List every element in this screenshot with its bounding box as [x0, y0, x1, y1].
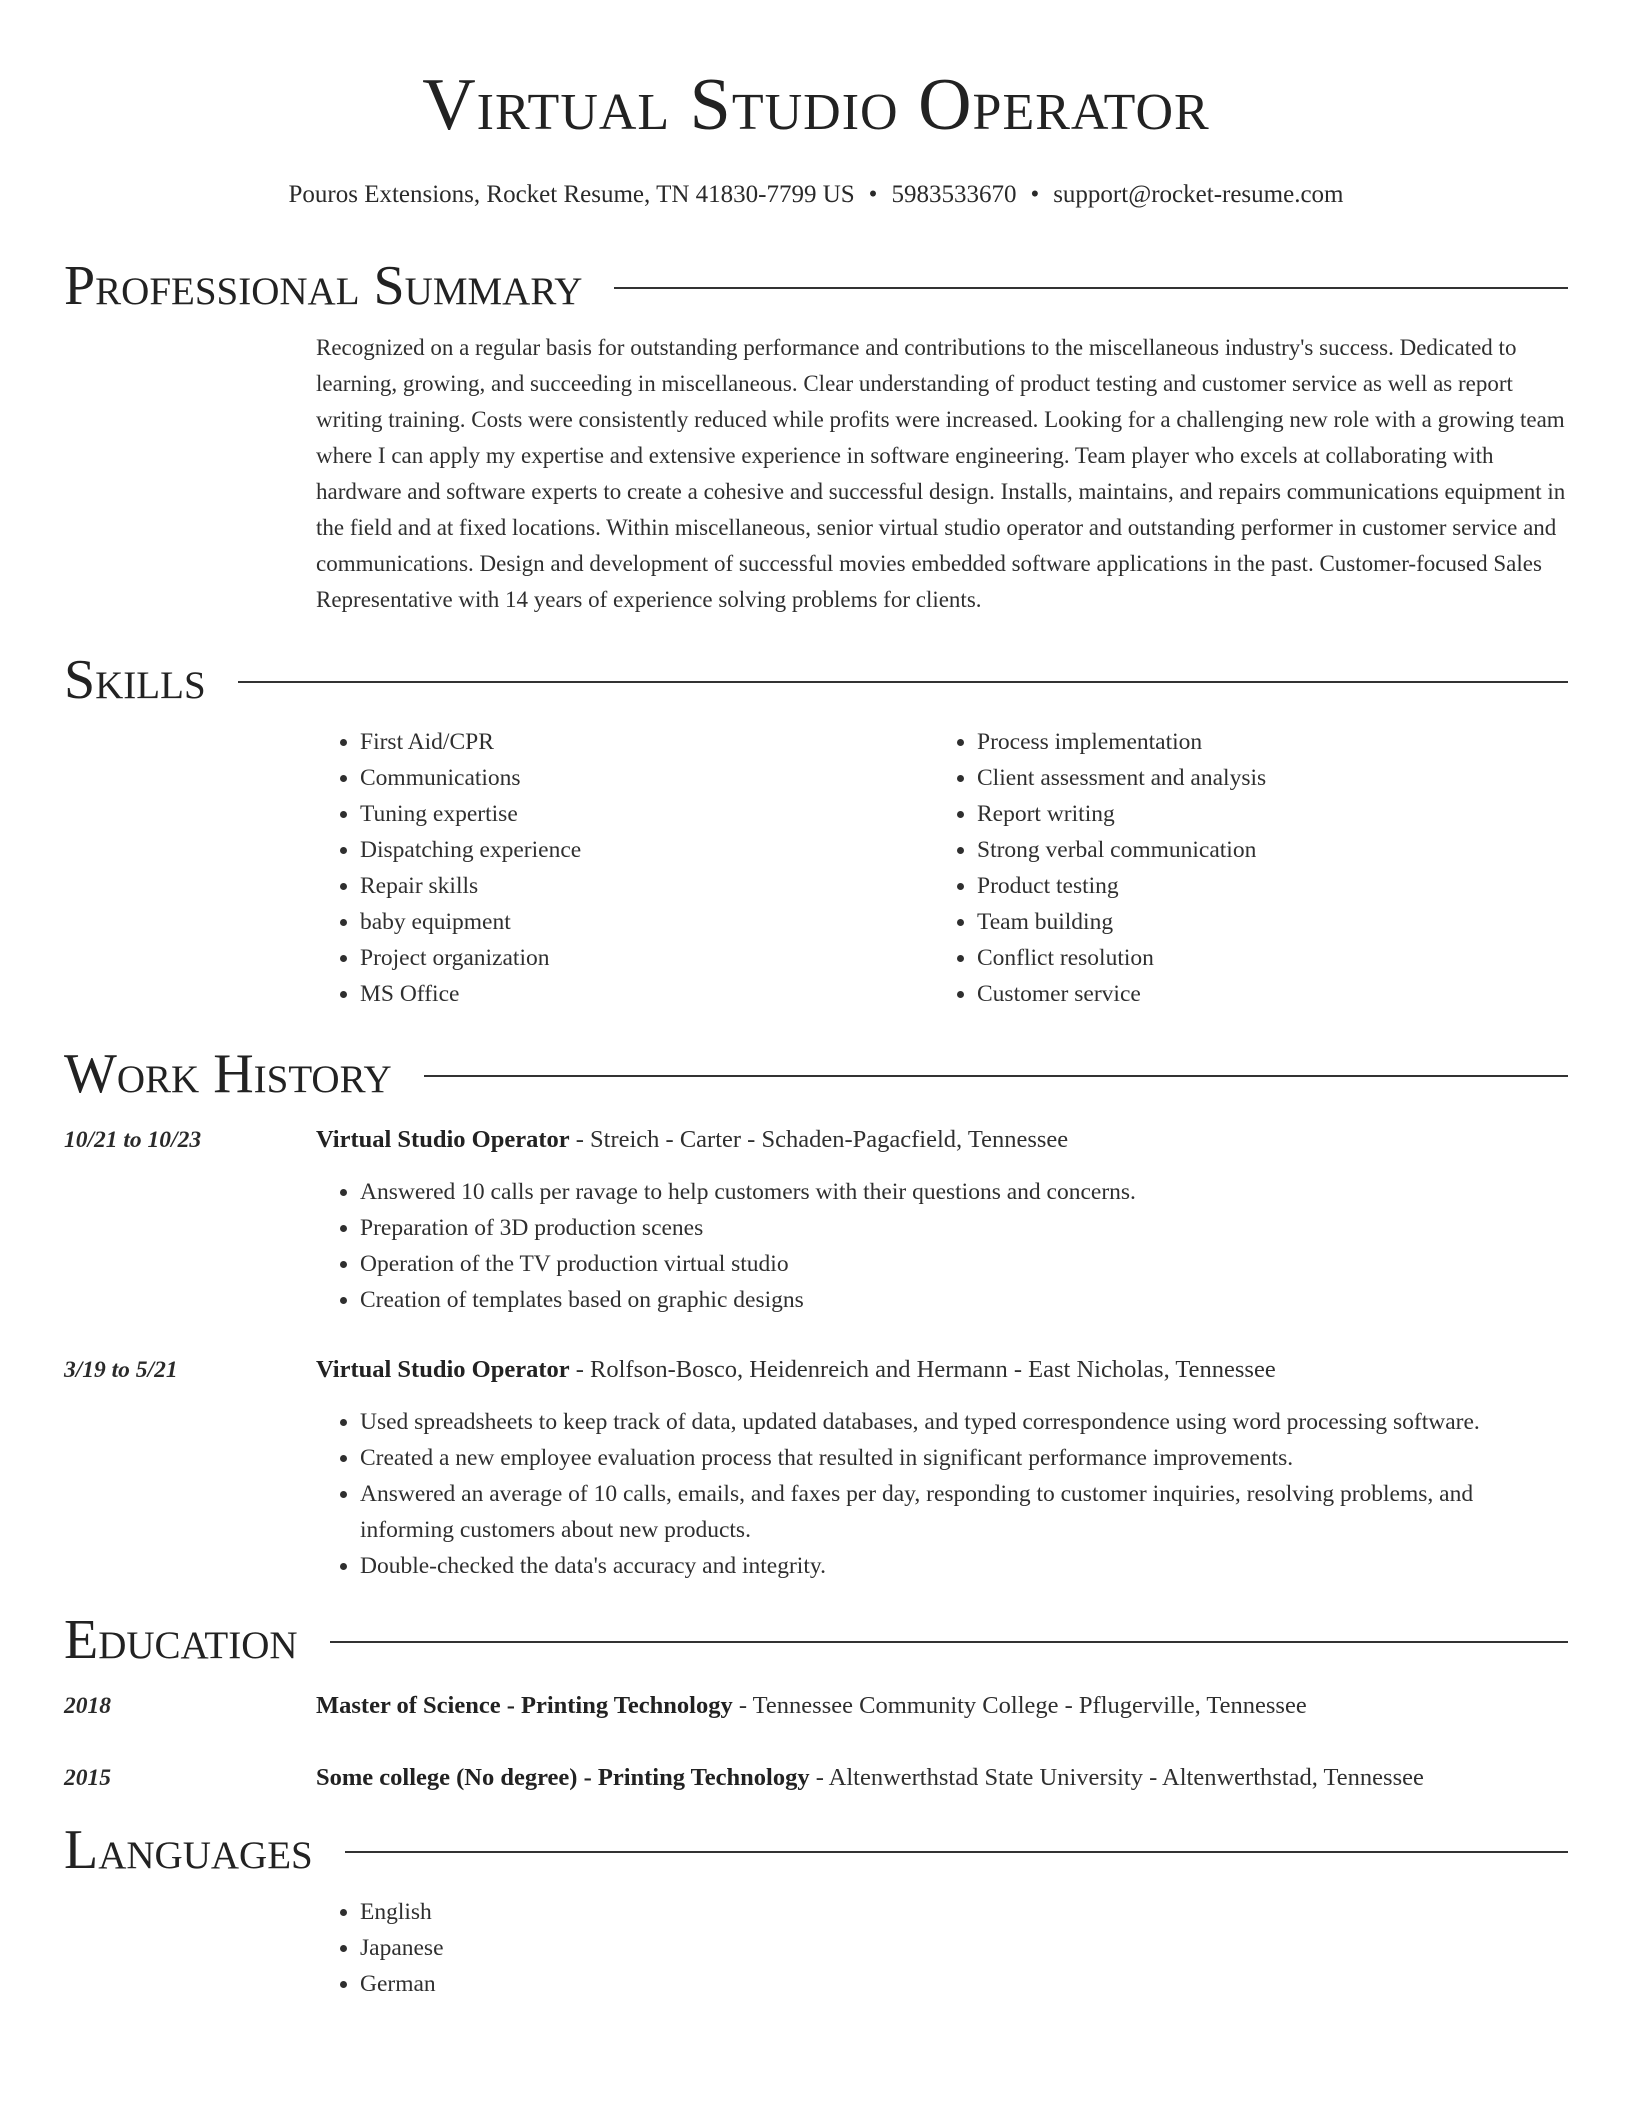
skill-item: • Project organization	[360, 940, 933, 976]
skill-item: • Strong verbal communication	[977, 832, 1550, 868]
skills-columns	[316, 724, 1568, 1012]
contact-line	[64, 180, 1568, 210]
education-details: - Altenwerthstad State University - Altenwerthstad, Tennessee	[809, 1764, 1424, 1791]
education-details: - Tennessee Community College - Pflugerville, Tennessee	[732, 1692, 1307, 1719]
language-item: • English	[360, 1894, 1568, 1930]
education-degree: Some college (No degree) - Printing Technology	[316, 1764, 810, 1791]
education-heading	[316, 1760, 1568, 1796]
skill-item: • Repair skills	[360, 868, 933, 904]
skills-list-right	[933, 724, 1550, 1012]
skills-column-left	[316, 724, 933, 1012]
language-item: • German	[360, 1966, 1568, 2002]
job-details: - Streich - Carter - Schaden-Pagacfield, Tennessee	[569, 1126, 1069, 1153]
job-dates: 10/21 to 10/23	[64, 1127, 202, 1153]
job-bullet: • Operation of the TV production virtual studio	[360, 1246, 1568, 1282]
job-heading	[316, 1352, 1568, 1388]
section-divider	[238, 681, 1568, 683]
section-divider	[424, 1075, 1568, 1077]
summary-text: Recognized on a regular basis for outstanding performance and contributions to the miscellaneous industry's success. Dedicated to learning, growing, and succeeding in miscellaneous. Clear understanding of product testing and customer service as well as report writing training. Costs were consistently reduced while profits were increased. Looking for a challenging new role with a growing team where I can apply my expertise and extensive experience in software engineering. Team player who excels at collaborating with hardware and software experts to create a cohesive and successful design. Installs, maintains, and repairs communications equipment in the field and at fixed locations. Within miscellaneous, senior virtual studio operator and outstanding performer in customer service and communications. Design and development of successful movies embedded software applications in the past. Customer-focused Sales Representative with 14 years of experience solving problems for clients.	[316, 335, 1566, 612]
job-dates: 3/19 to 5/21	[64, 1357, 178, 1383]
job-heading	[316, 1122, 1568, 1158]
section-divider	[330, 1641, 1568, 1643]
work-section-title: Work History	[64, 1043, 392, 1105]
job-entry	[64, 1352, 1568, 1388]
skill-item: • Report writing	[977, 796, 1550, 832]
skills-column-right	[933, 724, 1550, 1012]
languages-section-header	[64, 1818, 1568, 1882]
languages-section-title: Languages	[64, 1819, 313, 1881]
job-bullet: • Preparation of 3D production scenes	[360, 1210, 1568, 1246]
job-bullet-list	[316, 1174, 1568, 1318]
skills-section-header	[64, 648, 1568, 712]
languages-list	[316, 1894, 1568, 2002]
job-bullet: • Answered 10 calls per ravage to help customers with their questions and concerns.	[360, 1174, 1568, 1210]
languages-block	[316, 1894, 1568, 2002]
job-bullets	[316, 1174, 1568, 1318]
language-item: • Japanese	[360, 1930, 1568, 1966]
skill-item: • baby equipment	[360, 904, 933, 940]
contact-address: Pouros Extensions, Rocket Resume, TN 41830-7799 US	[288, 181, 855, 208]
section-divider	[345, 1851, 1568, 1853]
skill-item: • Client assessment and analysis	[977, 760, 1550, 796]
job-bullet: • Used spreadsheets to keep track of data, updated databases, and typed correspondence using word processing software.	[360, 1404, 1568, 1440]
candidate-name: Virtual Studio Operator	[422, 64, 1210, 146]
skill-item: • Product testing	[977, 868, 1550, 904]
education-heading	[316, 1688, 1568, 1724]
skill-item: • Customer service	[977, 976, 1550, 1012]
skills-section-title: Skills	[64, 649, 206, 711]
skill-item: • Conflict resolution	[977, 940, 1550, 976]
skill-item: • MS Office	[360, 976, 933, 1012]
skill-item: • First Aid/CPR	[360, 724, 933, 760]
section-divider	[614, 287, 1568, 289]
education-year: 2015	[64, 1765, 111, 1791]
job-bullet-list	[316, 1404, 1568, 1584]
job-bullets	[316, 1404, 1568, 1584]
contact-email: support@rocket-resume.com	[1053, 181, 1344, 208]
skill-item: • Communications	[360, 760, 933, 796]
contact-phone: 5983533670	[891, 181, 1017, 208]
summary-section-title: Professional Summary	[64, 255, 583, 317]
education-degree: Master of Science - Printing Technology	[316, 1692, 733, 1719]
education-year: 2018	[64, 1693, 111, 1719]
skill-item: • Tuning expertise	[360, 796, 933, 832]
education-entry	[64, 1760, 1568, 1796]
skill-item: • Team building	[977, 904, 1550, 940]
education-section-header	[64, 1608, 1568, 1672]
contact-separator: •	[868, 181, 878, 208]
skills-list-left	[316, 724, 933, 1012]
contact-separator: •	[1030, 181, 1040, 208]
job-bullet: • Creation of templates based on graphic designs	[360, 1282, 1568, 1318]
job-role: Virtual Studio Operator	[316, 1126, 570, 1153]
work-section-header	[64, 1042, 1568, 1106]
skill-item: • Process implementation	[977, 724, 1550, 760]
job-bullet: • Answered an average of 10 calls, emails, and faxes per day, responding to customer inquiries, resolving problems, and informing customers about new products.	[360, 1476, 1568, 1548]
job-bullet: • Double-checked the data's accuracy and integrity.	[360, 1548, 1568, 1584]
job-details: - Rolfson-Bosco, Heidenreich and Hermann - East Nicholas, Tennessee	[569, 1356, 1276, 1383]
job-bullet: • Created a new employee evaluation process that resulted in significant performance improvements.	[360, 1440, 1568, 1476]
job-role: Virtual Studio Operator	[316, 1356, 570, 1383]
job-entry	[64, 1122, 1568, 1158]
skill-item: • Dispatching experience	[360, 832, 933, 868]
summary-section-header	[64, 254, 1568, 318]
education-entry	[64, 1688, 1568, 1724]
education-section-title: Education	[64, 1609, 298, 1671]
